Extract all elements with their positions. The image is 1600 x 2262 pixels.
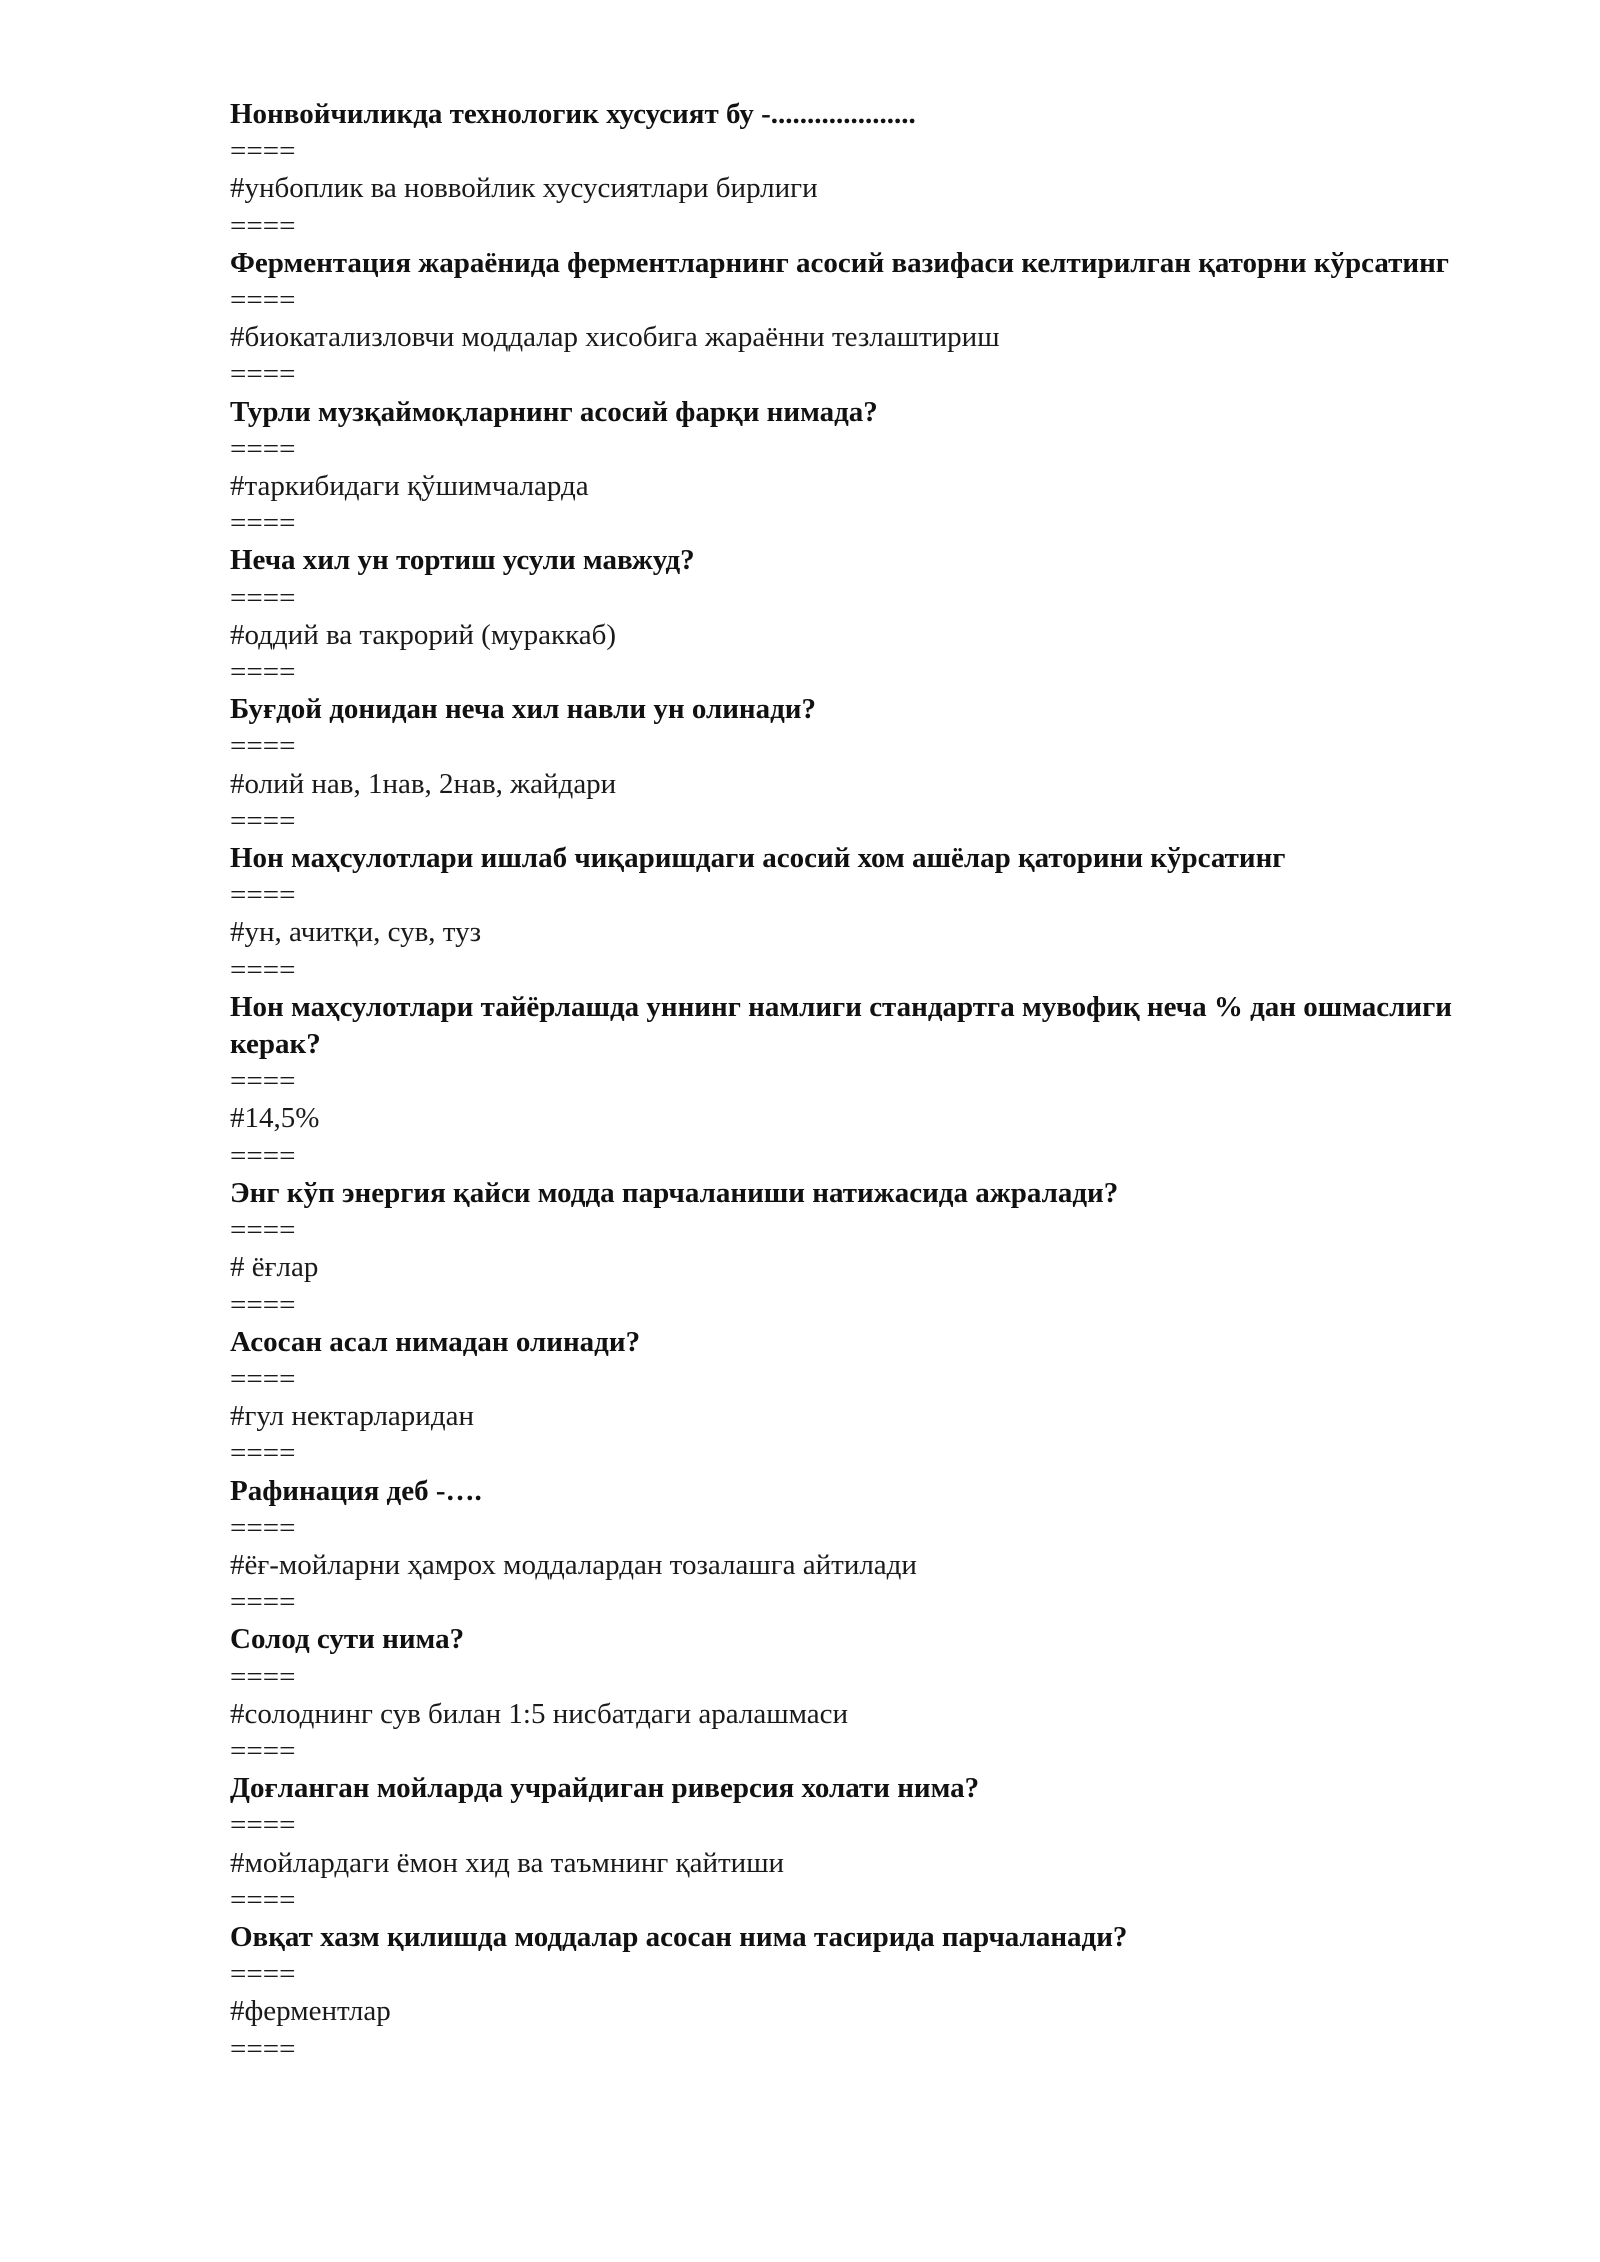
answer-text: #ун, ачитқи, сув, туз [230, 916, 482, 949]
separator: ==== [230, 581, 296, 614]
separator: ==== [230, 1958, 296, 1991]
question-text: Неча хил ун тортиш усули мавжуд? [230, 544, 695, 577]
answer-text: #ёғ-мойларни ҳамрох моддалардан тозалашга айтилади [230, 1548, 917, 1581]
separator: ==== [230, 1660, 296, 1693]
document-body [230, 96, 1460, 2068]
answer-text: #таркибидаги қўшимчаларда [230, 470, 589, 503]
separator: ==== [230, 284, 296, 317]
separator: ==== [230, 1809, 296, 1842]
separator: ==== [230, 879, 296, 912]
answer-text: #ферментлар [230, 1995, 391, 2028]
question-text: Энг кўп энергия қайси модда парчаланиши натижасида ажралади? [230, 1176, 1119, 1209]
separator: ==== [230, 358, 296, 391]
answer-text: #14,5% [230, 1102, 320, 1135]
question-text: Нонвойчиликда технологик хусусият бу -.................... [230, 98, 916, 130]
separator: ==== [230, 209, 296, 242]
separator: ==== [230, 1437, 296, 1470]
answer-text: #биокатализловчи моддалар хисобига жараённи тезлаштириш [230, 321, 1000, 354]
answer-text: #олий нав, 1нав, 2нав, жайдари [230, 767, 617, 800]
separator: ==== [230, 730, 296, 763]
answer-text: #мойлардаги ёмон хид ва таъмнинг қайтиши [230, 1846, 785, 1879]
question-text: Нон маҳсулотлари тайёрлашда уннинг намлиги стандартга мувофиқ неча % дан ошмаслиги керак? [230, 990, 1453, 1061]
separator: ==== [230, 804, 296, 837]
question-text: Солод сути нима? [230, 1623, 465, 1656]
separator: ==== [230, 953, 296, 986]
answer-text: #унбоплик ва новвойлик хусусиятлари бирлиги [230, 172, 818, 205]
answer-text: #оддий ва такрорий (мураккаб) [230, 618, 617, 651]
separator: ==== [230, 507, 296, 540]
answer-text: #гул нектарларидан [230, 1400, 474, 1433]
separator: ==== [230, 1288, 296, 1321]
separator: ==== [230, 1883, 296, 1916]
question-text: Овқат хазм қилишда моддалар асосан нима тасирида парчаланади? [230, 1920, 1128, 1953]
separator: ==== [230, 656, 296, 689]
question-text: Рафинация деб -…. [230, 1474, 482, 1507]
question-text: Асосан асал нимадан олинади? [230, 1325, 641, 1358]
separator: ==== [230, 2032, 296, 2065]
separator: ==== [230, 1511, 296, 1544]
question-text: Турли музқаймоқларнинг асосий фарқи нимада? [230, 395, 878, 428]
question-text: Нон маҳсулотлари ишлаб чиқаришдаги асосий хом ашёлар қаторини кўрсатинг [230, 842, 1286, 875]
question-text: Буғдой донидан неча хил навли ун олинади? [230, 693, 817, 726]
answer-text: #солоднинг сув билан 1:5 нисбатдаги аралашмаси [230, 1697, 849, 1730]
separator: ==== [230, 1734, 296, 1767]
separator: ==== [230, 1065, 296, 1098]
answer-text: # ёғлар [230, 1251, 319, 1284]
separator: ==== [230, 1139, 296, 1172]
separator: ==== [230, 135, 296, 168]
separator: ==== [230, 1362, 296, 1395]
question-text: Ферментация жараёнида ферментларнинг асосий вазифаси келтирилган қаторни кўрсатинг [230, 246, 1449, 279]
separator: ==== [230, 1214, 296, 1247]
separator: ==== [230, 432, 296, 465]
separator: ==== [230, 1586, 296, 1619]
question-text: Доғланган мойларда учрайдиган риверсия холати нима? [230, 1772, 980, 1805]
